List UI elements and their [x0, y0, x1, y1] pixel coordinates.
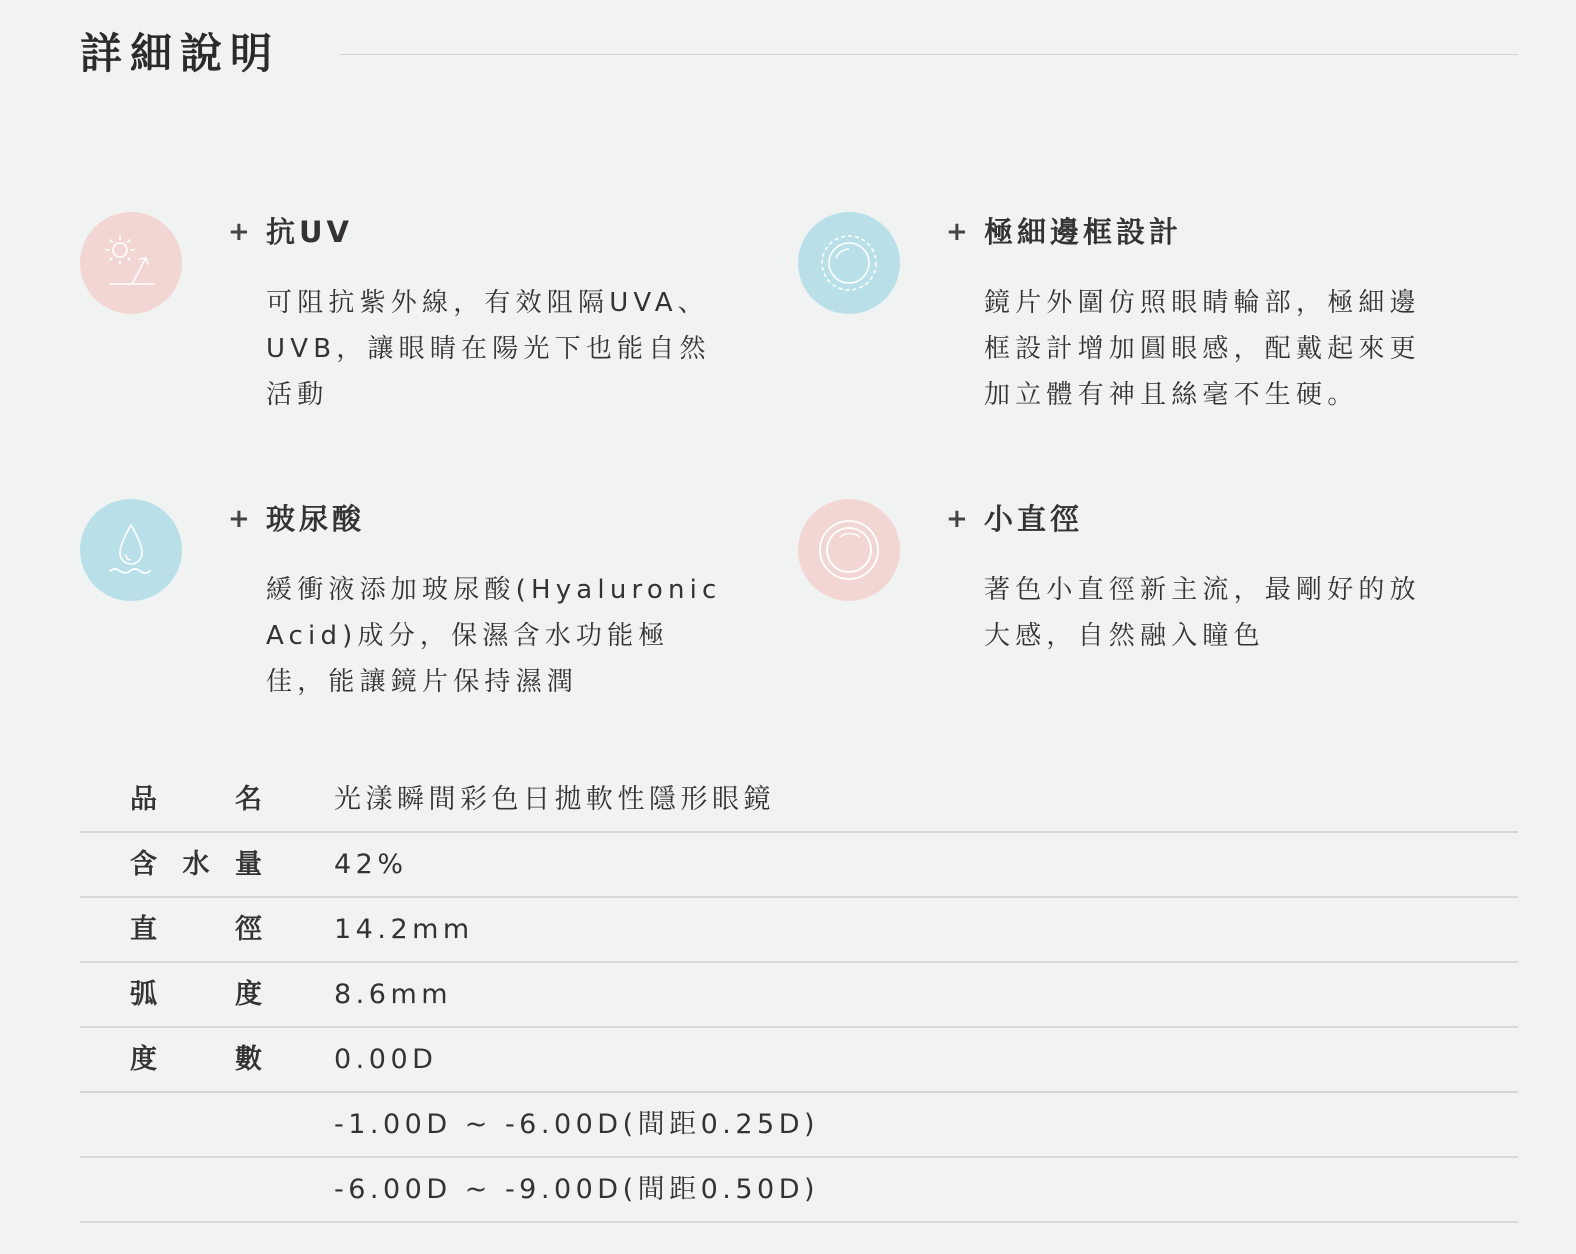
spec-label: 直 徑: [130, 914, 262, 945]
feature-title: 極細邊框設計: [984, 215, 1183, 249]
spec-row-power: [80, 1028, 1518, 1093]
spec-row-name: [80, 768, 1518, 833]
spec-value: 8.6mm: [334, 979, 453, 1010]
feature-description: 緩衝液添加玻尿酸(Hyaluronic Acid)成分，保濕含水功能極 佳，能讓鏡片保持濕潤: [266, 575, 722, 697]
spec-value: -1.00D ~ -6.00D(間距0.25D): [334, 1109, 820, 1140]
feature-title: 小直徑: [984, 502, 1084, 536]
plus-icon: +: [946, 504, 968, 534]
plus-icon: +: [228, 504, 250, 534]
feature-title: 抗UV: [266, 215, 353, 249]
spec-label: 度 數: [130, 1044, 262, 1075]
spec-label: 弧 度: [130, 979, 262, 1010]
spec-row-power-range-2: [80, 1158, 1518, 1223]
title-divider: [340, 54, 1518, 55]
plus-icon: +: [946, 217, 968, 247]
feature-description: 鏡片外圍仿照眼睛輪部，極細邊 框設計增加圓眼感，配戴起來更 加立體有神且絲毫不生硬。: [984, 288, 1421, 410]
water-drop-icon: [80, 499, 182, 601]
feature-uv: [80, 212, 760, 432]
thin-rim-lens-icon: [798, 212, 900, 314]
spec-value: 光漾瞬間彩色日拋軟性隱形眼鏡: [334, 784, 775, 815]
feature-hyaluronic: [80, 499, 760, 719]
sun-uv-icon: [80, 212, 182, 314]
small-diameter-lens-icon: [798, 499, 900, 601]
spec-row-base-curve: [80, 963, 1518, 1028]
spec-value: -6.00D ~ -9.00D(間距0.50D): [334, 1174, 820, 1205]
feature-small-diameter: [798, 499, 1498, 679]
spec-row-power-range-1: [80, 1093, 1518, 1158]
feature-description: 著色小直徑新主流，最剛好的放 大感，自然融入瞳色: [984, 575, 1421, 651]
feature-description: 可阻抗紫外線，有效阻隔UVA、 UVB，讓眼睛在陽光下也能自然 活動: [266, 288, 711, 410]
spec-value: 14.2mm: [334, 914, 474, 945]
feature-title: 玻尿酸: [266, 502, 366, 536]
spec-table: [80, 768, 1518, 1223]
spec-row-diameter: [80, 898, 1518, 963]
spec-row-water-content: [80, 833, 1518, 898]
feature-thin-rim: [798, 212, 1498, 432]
plus-icon: +: [228, 217, 250, 247]
spec-label: 品 名: [130, 784, 262, 815]
section-title: 詳細說明: [80, 29, 281, 78]
spec-value: 42%: [334, 849, 408, 880]
spec-value: 0.00D: [334, 1044, 438, 1075]
spec-label: 含 水 量: [130, 849, 262, 880]
